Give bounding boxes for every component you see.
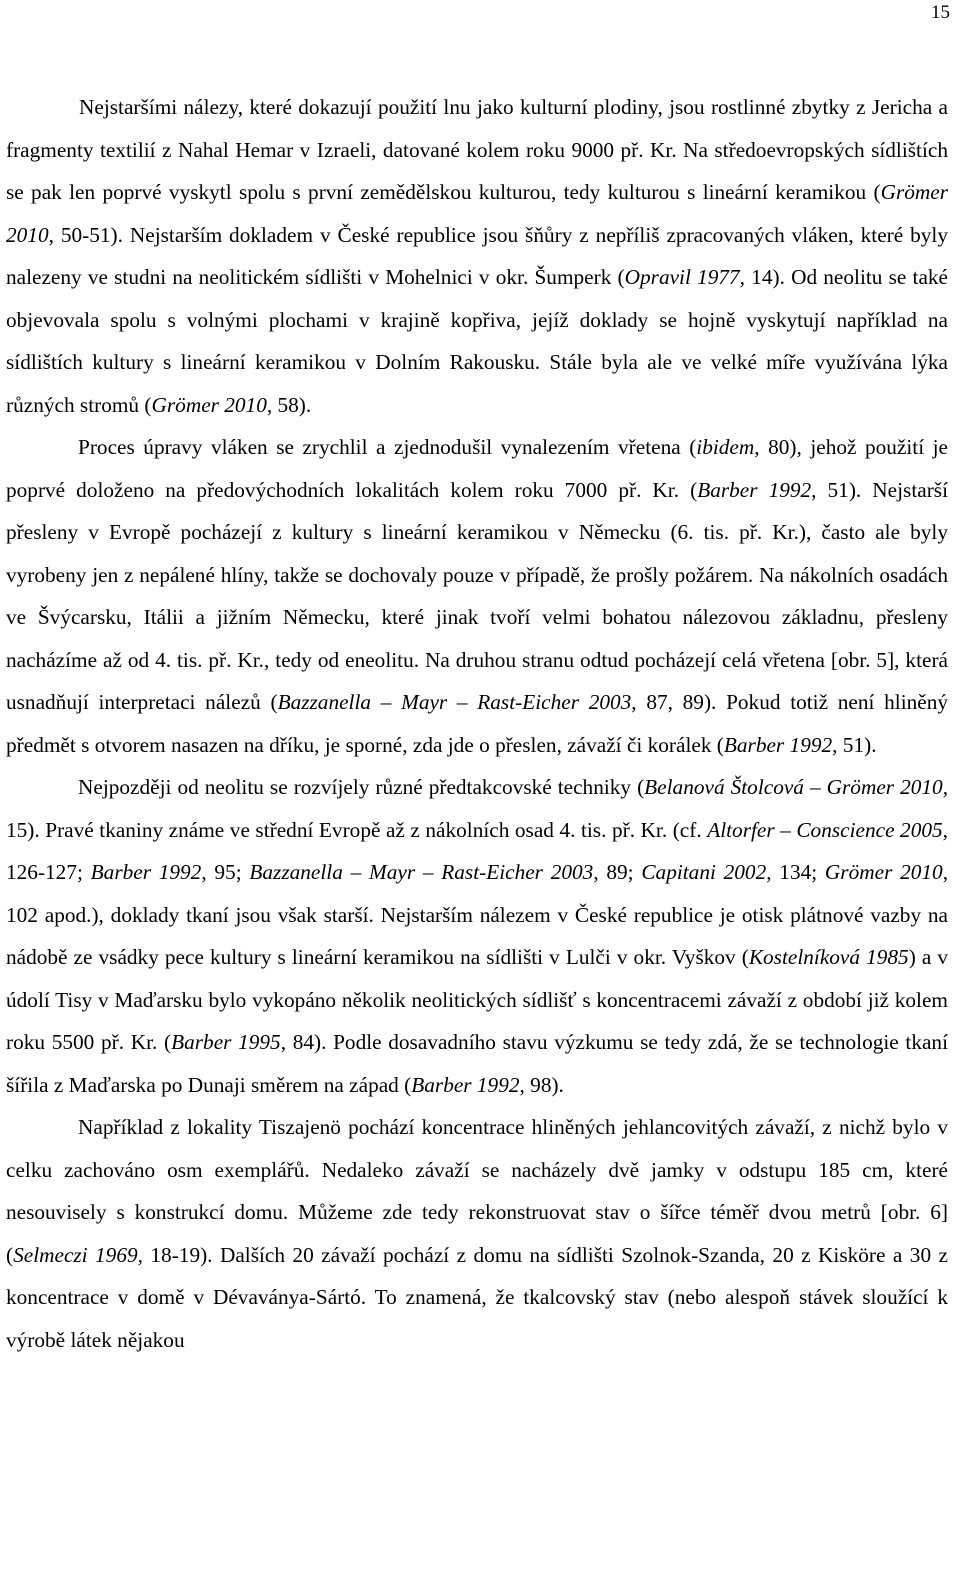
text-run: , 15). Pravé tkaniny známe ve střední Evropě až z nákolních osad 4. tis. př. Kr. (cf. xyxy=(6,775,949,842)
text-run: , 89; xyxy=(593,860,642,884)
text-run: , 18-19). Dalších 20 závaží pochází z domu na sídlišti Szolnok-Szanda, 20 z Kisköre a 30 z koncentrace v domě v Dévaványa-Sártó. To znamená, že tkalcovský stav (nebo alespoň stávek sloužící k výrobě látek nějakou xyxy=(6,1242,948,1352)
citation-text: Barber 1995 xyxy=(171,1030,281,1054)
citation-text: Grömer 2010 xyxy=(6,180,948,247)
paragraph-3 xyxy=(6,766,948,1106)
text-run: Například z lokality Tiszajenö pochází koncentrace hliněných jehlancovitých závaží, z nichž bylo v celku zachováno osm exemplářů. Nedaleko závaží se nacházely dvě jamky v odstupu 185 cm, které nesouvisely s konstrukcí domu. Můžeme zde tedy rekonstruovat stav o šířce téměř dvou metrů [obr. 6] ( xyxy=(6,1115,948,1267)
text-run: , 51). Nejstarší přesleny v Evropě pocházejí z kultury s lineární keramikou v Německu (6. tis. př. Kr.), často ale byly vyrobeny jen z nepálené hlíny, takže se dochovaly pouze v případě, že prošly požárem. Na nákolních osadách ve Švýcarsku, Itálii a jižním Německu, které jinak tvoří velmi bohatou nálezovou základnu, přesleny nacházíme až od 4. tis. př. Kr., tedy od eneolitu. Na druhou stranu odtud pocházejí celá vřetena [obr. 5], která usnadňují interpretaci nálezů ( xyxy=(6,477,948,714)
text-run: Nejstaršími nálezy, které dokazují použití lnu jako kulturní plodiny, jsou rostlinné zbytky z Jericha a fragmenty textilií z Nahal Hemar v Izraeli, datované kolem roku 9000 př. Kr. Na středoevropských sídlištích se pak len poprvé vyskytl spolu s první zemědělskou kulturou, tedy kulturou s lineární keramikou ( xyxy=(6,95,948,204)
citation-text: Capitani 2002 xyxy=(641,860,767,884)
citation-text: Selmeczi 1969 xyxy=(13,1242,138,1267)
citation-text: Bazzanella – Mayr – Rast-Eicher 2003 xyxy=(277,690,632,714)
body-text xyxy=(6,86,948,1361)
text-run: , 80), jehož použití je poprvé doloženo na předovýchodních lokalitách kolem roku 7000 př. Kr. ( xyxy=(6,435,948,502)
text-run: , 87, 89). Pokud totiž není hliněný předmět s otvorem nasazen na dříku, je sporné, zda jde o přeslen, závaží či korálek ( xyxy=(6,690,949,757)
text-run: , 84). Podle dosavadního stavu výzkumu se tedy zdá, že se technologie tkaní šířila z Maďarska po Dunaji směrem na západ ( xyxy=(6,1030,948,1097)
citation-text: ibidem xyxy=(696,435,755,459)
text-run: , 51). xyxy=(832,732,877,757)
text-run: , 98). xyxy=(519,1072,564,1097)
paragraph-4 xyxy=(6,1106,948,1361)
text-run: , 50-51). Nejstarším dokladem v České republice jsou šňůry z nepříliš zpracovaných vláken, které byly nalezeny ve studni na neolitickém sídlišti v Mohelnici v okr. Šumperk ( xyxy=(6,222,948,289)
citation-text: Barber 1992 xyxy=(723,732,833,757)
text-run: , 14). Od neolitu se také objevovala spolu s volnými plochami v krajině kopřiva, jejíž doklady se hojně vyskytují například na sídlištích kultury s lineární keramikou v Dolním Rakousku. Stále byla ale ve velké míře využívána lýka různých stromů ( xyxy=(6,265,949,417)
text-run: , 102 apod.), doklady tkaní jsou však starší. Nejstarším nálezem v České republice je otisk plátnové vazby na nádobě ze vsádky pece kultury s lineární keramikou na sídlišti v Lulči v okr. Vyškov ( xyxy=(6,860,949,969)
citation-text: Bazzanella – Mayr – Rast-Eicher 2003 xyxy=(249,860,594,884)
text-run: , 134; xyxy=(766,860,825,884)
paragraph-1 xyxy=(6,86,948,426)
paragraph-2 xyxy=(6,426,948,766)
citation-text: Opravil 1977 xyxy=(624,265,740,289)
citation-text: Altorfer – Conscience 2005 xyxy=(707,817,943,842)
citation-text: Barber 1992 xyxy=(697,477,812,502)
text-run: , 95; xyxy=(201,860,250,884)
text-run: , 126-127; xyxy=(6,817,948,884)
citation-text: Barber 1992 xyxy=(411,1072,520,1097)
text-run: Nejpozději od neolitu se rozvíjely různé předtakcovské techniky ( xyxy=(78,775,645,799)
citation-text: Belanová Štolcová – Grömer 2010 xyxy=(644,775,943,799)
citation-text: Grömer 2010 xyxy=(824,860,943,884)
citation-text: Grömer 2010 xyxy=(151,392,267,417)
text-run: Proces úpravy vláken se zrychlil a zjednodušil vynalezením vřetena ( xyxy=(78,435,697,459)
text-run: ) a v údolí Tisy v Maďarsku bylo vykopáno několik neolitických sídlišť s koncentracemi závaží z období již kolem roku 5500 př. Kr. ( xyxy=(6,945,948,1054)
text-run: , 58). xyxy=(266,392,312,417)
page-number: 15 xyxy=(931,2,950,23)
citation-text: Kostelníková 1985 xyxy=(748,945,909,969)
citation-text: Barber 1992 xyxy=(90,860,202,884)
